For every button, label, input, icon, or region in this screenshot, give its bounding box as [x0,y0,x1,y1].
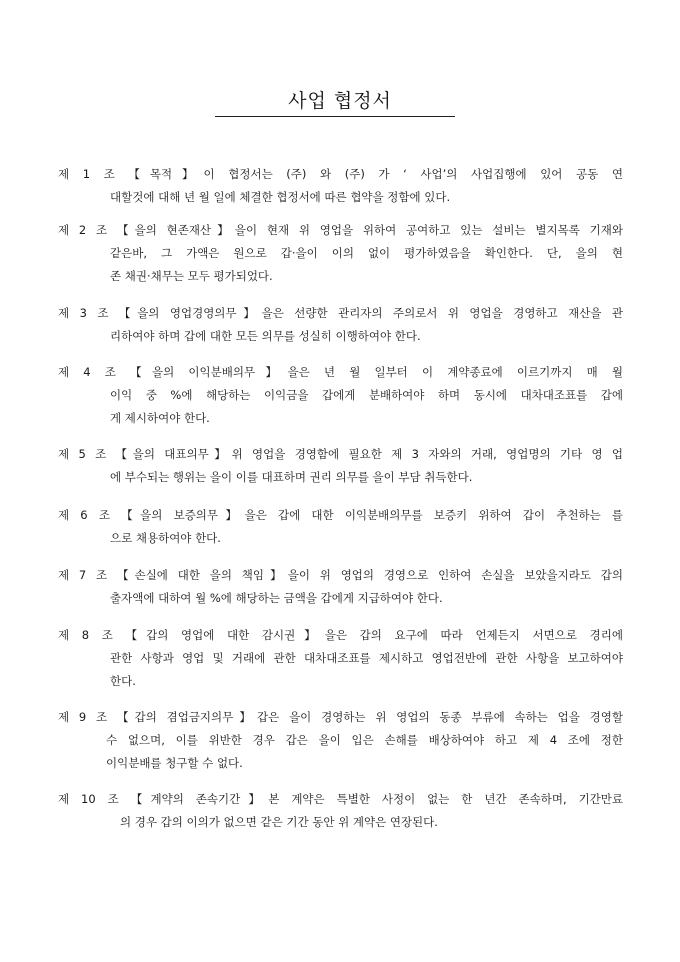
article-line: 이익분배를 청구할 수 없다. [106,756,243,770]
article-10 [58,788,623,834]
article-3 [58,302,623,348]
article-line: 제 4 조 【을의 이익분배의무】을은 년 월 일부터 이 계약종료에 이르기까지 매 월 [58,365,623,379]
page-title: 사업 협정서 [288,90,392,112]
article-5 [58,443,623,489]
article-line: 같은바, 그 가액은 원으로 갑·을이 이의 없이 평가하였음을 확인한다. 단, 을의 현 [110,246,623,260]
article-line: 대할것에 대해 년 월 일에 체결한 협정서에 따른 협약을 정함에 있다. [110,190,451,204]
article-line: 리하여야 하며 갑에 대한 모든 의무를 성실히 이행하여야 한다. [110,329,421,343]
article-2 [58,219,623,288]
article-line: 수 없으며, 이를 위반한 경우 갑은 을이 입은 손해를 배상하여야 하고 제 4 조에 정한 [106,733,623,747]
article-line: 제 9 조 【갑의 겸업금지의무】갑은 을이 경영하는 위 영업의 동종 부류에 속하는 업을 경영할 [58,710,623,724]
article-line: 제 3 조 【을의 영업경영의무】을은 선량한 관리자의 주의로서 위 영업을 경영하고 재산을 관 [58,306,623,320]
article-line: 게 제시하여야 한다. [110,411,210,425]
title-underline [215,116,455,117]
article-line: 존 채권·채무는 모두 평가되었다. [110,269,273,283]
article-line: 제 7 조 【손실에 대한 을의 책임】을이 위 영업의 경영으로 인하여 손실을 보았을지라도 갑의 [58,568,623,582]
article-line: 제 6 조 【을의 보증의무】을은 갑에 대한 이익분배의무를 보증키 위하여 갑이 추천하는 를 [58,508,623,522]
article-line: 에 부수되는 행위는 을이 이를 대표하며 권리 의무를 을이 부담 취득한다. [110,470,473,484]
article-line: 제 2 조 【을의 현존재산】을이 현재 위 영업을 위하여 공여하고 있는 설비는 별지목록 기재와 [58,223,623,237]
article-line: 출자액에 대하여 월 %에 해당하는 금액을 갑에게 지급하여야 한다. [110,591,443,605]
article-9 [58,706,623,775]
article-line: 관한 사항과 영업 및 거래에 관한 대차대조표를 제시하고 영업전반에 관한 사항을 보고하여야 [110,651,623,665]
article-4 [58,361,623,430]
article-line: 제 5 조 【을의 대표의무】위 영업을 경영함에 필요한 제 3 자와의 거래, 영업명의 기타 영 업 [58,447,623,461]
article-line: 제 10 조 【계약의 존속기간】본 계약은 특별한 사정이 없는 한 년간 존속하며, 기간만료 [58,792,623,806]
article-6 [58,504,623,550]
article-line: 제 8 조 【갑의 영업에 대한 감시권】을은 갑의 요구에 따라 언제든지 서면으로 경리에 [58,628,623,642]
article-line: 한다. [110,674,136,688]
article-line: 으로 채용하여야 한다. [110,531,221,545]
article-7 [58,564,623,610]
article-line: 이익 중 %에 해당하는 이익금을 갑에게 분배하여야 하며 동시에 대차대조표를 갑에 [110,388,623,402]
article-line: 제 1 조 【목적】이 협정서는 (주) 와 (주) 가 ‘ 사업’의 사업집행에 있어 공동 연 [58,167,623,181]
article-1 [58,163,623,209]
article-8 [58,624,623,693]
article-line: 의 경우 갑의 이의가 없으면 같은 기간 동안 위 계약은 연장된다. [120,815,438,829]
